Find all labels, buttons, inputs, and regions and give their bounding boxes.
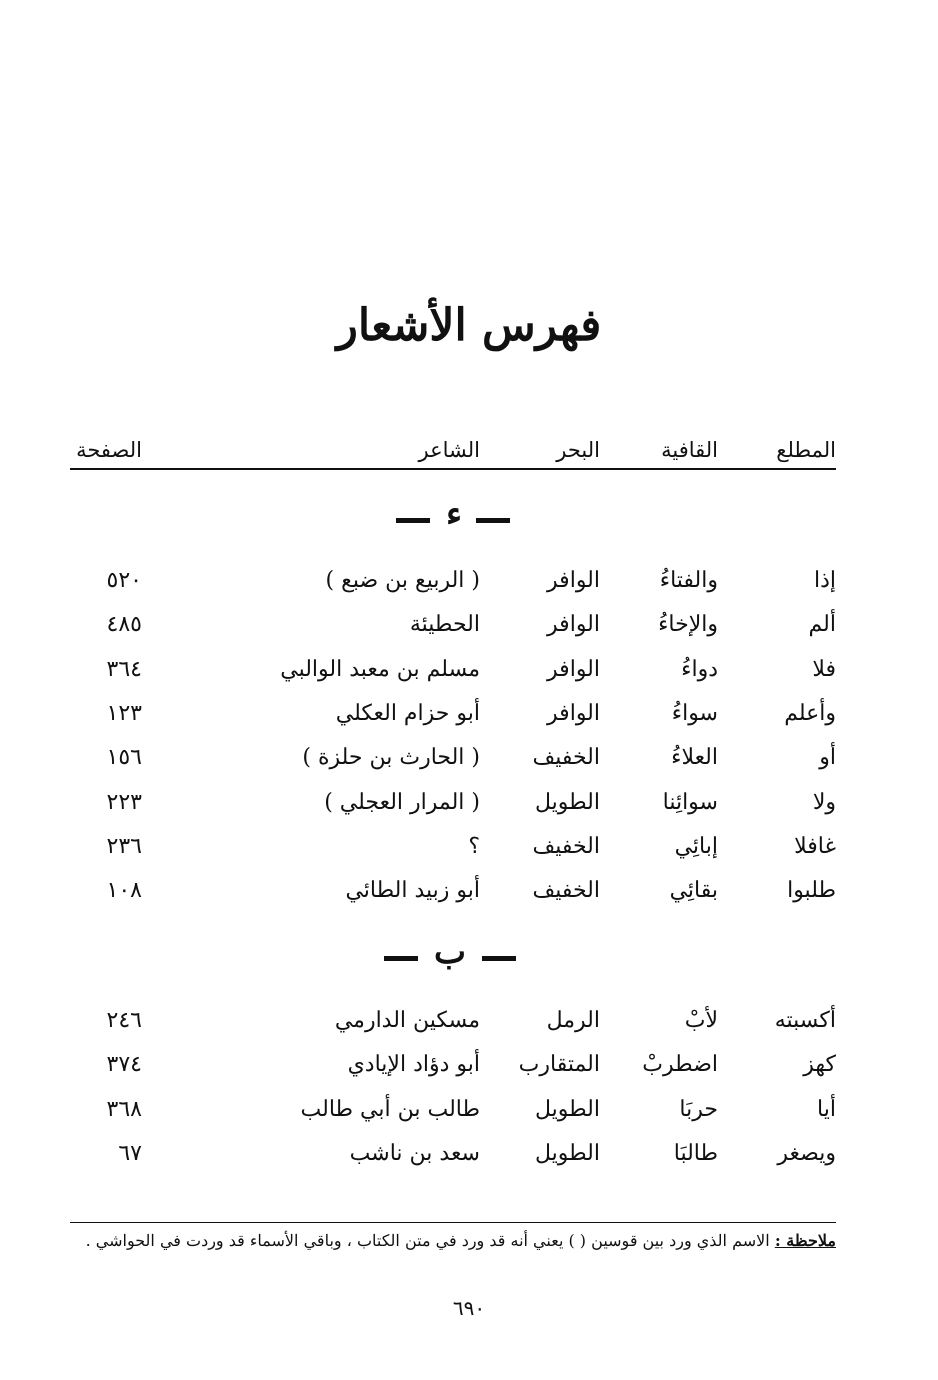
table-row (70, 1141, 836, 1177)
cell-matla: ويصغر (777, 1141, 836, 1166)
cell-matla: كهز (803, 1052, 836, 1077)
section-heading-ba (0, 932, 938, 978)
table-row (70, 834, 836, 870)
cell-bahr: الخفيف (532, 878, 600, 903)
cell-qafia: اضطربْ (642, 1052, 718, 1077)
cell-page: ٢٣٦ (106, 834, 142, 859)
footnote-text: الاسم الذي ورد بين قوسين ( ) يعني أنه قد ورد في متن الكتاب ، وباقي الأسماء قد وردت في الحواشي . (85, 1231, 770, 1250)
cell-bahr: الرمل (546, 1008, 600, 1033)
section-dash-left (476, 518, 510, 523)
cell-poet: مسكين الدارمي (334, 1008, 480, 1033)
cell-bahr: الوافر (547, 612, 600, 637)
header-page: الصفحة (76, 438, 142, 462)
cell-qafia: والإخاءُ (658, 612, 718, 637)
cell-bahr: الطويل (534, 1097, 600, 1122)
cell-qafia: لأبْ (684, 1008, 718, 1033)
table-row (70, 1097, 836, 1133)
cell-poet: أبو حزام العكلي (335, 701, 480, 726)
cell-poet: طالب بن أبي طالب (300, 1097, 480, 1122)
cell-poet: ( الربيع بن ضبع ) (325, 568, 480, 593)
cell-page: ١٥٦ (106, 745, 142, 770)
table-row (70, 568, 836, 604)
cell-bahr: الطويل (534, 790, 600, 815)
cell-qafia: طالبَا (673, 1141, 718, 1166)
table-row (70, 701, 836, 737)
cell-poet: ؟ (468, 834, 480, 859)
table-header (70, 438, 836, 470)
cell-poet: أبو زبيد الطائي (345, 878, 480, 903)
cell-page: ٣٦٨ (106, 1097, 142, 1122)
section-dash-left (482, 956, 516, 961)
cell-page: ٢٤٦ (106, 1008, 142, 1033)
page-number: ٦٩٠ (452, 1296, 486, 1320)
cell-qafia: سواءُ (671, 701, 718, 726)
cell-bahr: الخفيف (532, 745, 600, 770)
cell-bahr: الوافر (547, 701, 600, 726)
cell-matla: طلبوا (787, 878, 836, 903)
cell-matla: ولا (812, 790, 836, 815)
cell-poet: الحطيئة (409, 612, 480, 637)
cell-page: ٣٦٤ (106, 657, 142, 682)
cell-matla: إذا (813, 568, 836, 593)
cell-poet: مسلم بن معبد الوالبي (280, 657, 480, 682)
cell-qafia: حربَا (679, 1097, 718, 1122)
footnote-label: ملاحظة : (774, 1231, 836, 1250)
cell-matla: ألم (808, 612, 836, 637)
table-row (70, 657, 836, 693)
cell-bahr: الطويل (534, 1141, 600, 1166)
table-row (70, 790, 836, 826)
cell-matla: أيا (817, 1097, 836, 1122)
cell-bahr: الوافر (547, 568, 600, 593)
cell-bahr: الخفيف (532, 834, 600, 859)
cell-qafia: العلاءُ (671, 745, 718, 770)
page-title: فهرس الأشعار (336, 300, 602, 351)
cell-page: ٤٨٥ (106, 612, 142, 637)
cell-page: ٣٧٤ (106, 1052, 142, 1077)
cell-qafia: دواءُ (681, 657, 718, 682)
cell-qafia: بقائِي (669, 878, 718, 903)
cell-matla: أو (819, 745, 836, 770)
cell-qafia: سوائِنا (662, 790, 718, 815)
table-row (70, 1008, 836, 1044)
section-letter: ب (433, 932, 466, 972)
table-row (70, 745, 836, 781)
cell-qafia: إبائِي (674, 834, 718, 859)
cell-page: ١٠٨ (106, 878, 142, 903)
cell-qafia: والفتاءُ (659, 568, 718, 593)
cell-poet: ( المرار العجلي ) (324, 790, 480, 815)
footnote (70, 1222, 836, 1250)
cell-page: ٢٢٣ (106, 790, 142, 815)
header-qafia: القافية (661, 438, 718, 462)
section-heading-hamza (0, 494, 938, 540)
cell-poet: أبو دؤاد الإيادي (347, 1052, 480, 1077)
cell-page: ٦٧ (118, 1141, 142, 1166)
header-matla: المطلع (776, 438, 836, 462)
table-row (70, 878, 836, 914)
cell-poet: سعد بن ناشب (349, 1141, 480, 1166)
header-bahr: البحر (556, 438, 600, 462)
section-dash-right (384, 956, 418, 961)
table-row (70, 612, 836, 648)
table-row (70, 1052, 836, 1088)
cell-page: ٥٢٠ (106, 568, 142, 593)
cell-matla: أكسبته (774, 1008, 836, 1033)
header-poet: الشاعر (418, 438, 480, 462)
cell-matla: فلا (812, 657, 836, 682)
cell-matla: وأعلم (784, 701, 836, 726)
cell-bahr: الوافر (547, 657, 600, 682)
section-letter: ء (446, 494, 462, 534)
cell-bahr: المتقارب (518, 1052, 600, 1077)
cell-matla: غافلا (794, 834, 836, 859)
cell-poet: ( الحارث بن حلزة ) (302, 745, 480, 770)
cell-page: ١٢٣ (106, 701, 142, 726)
